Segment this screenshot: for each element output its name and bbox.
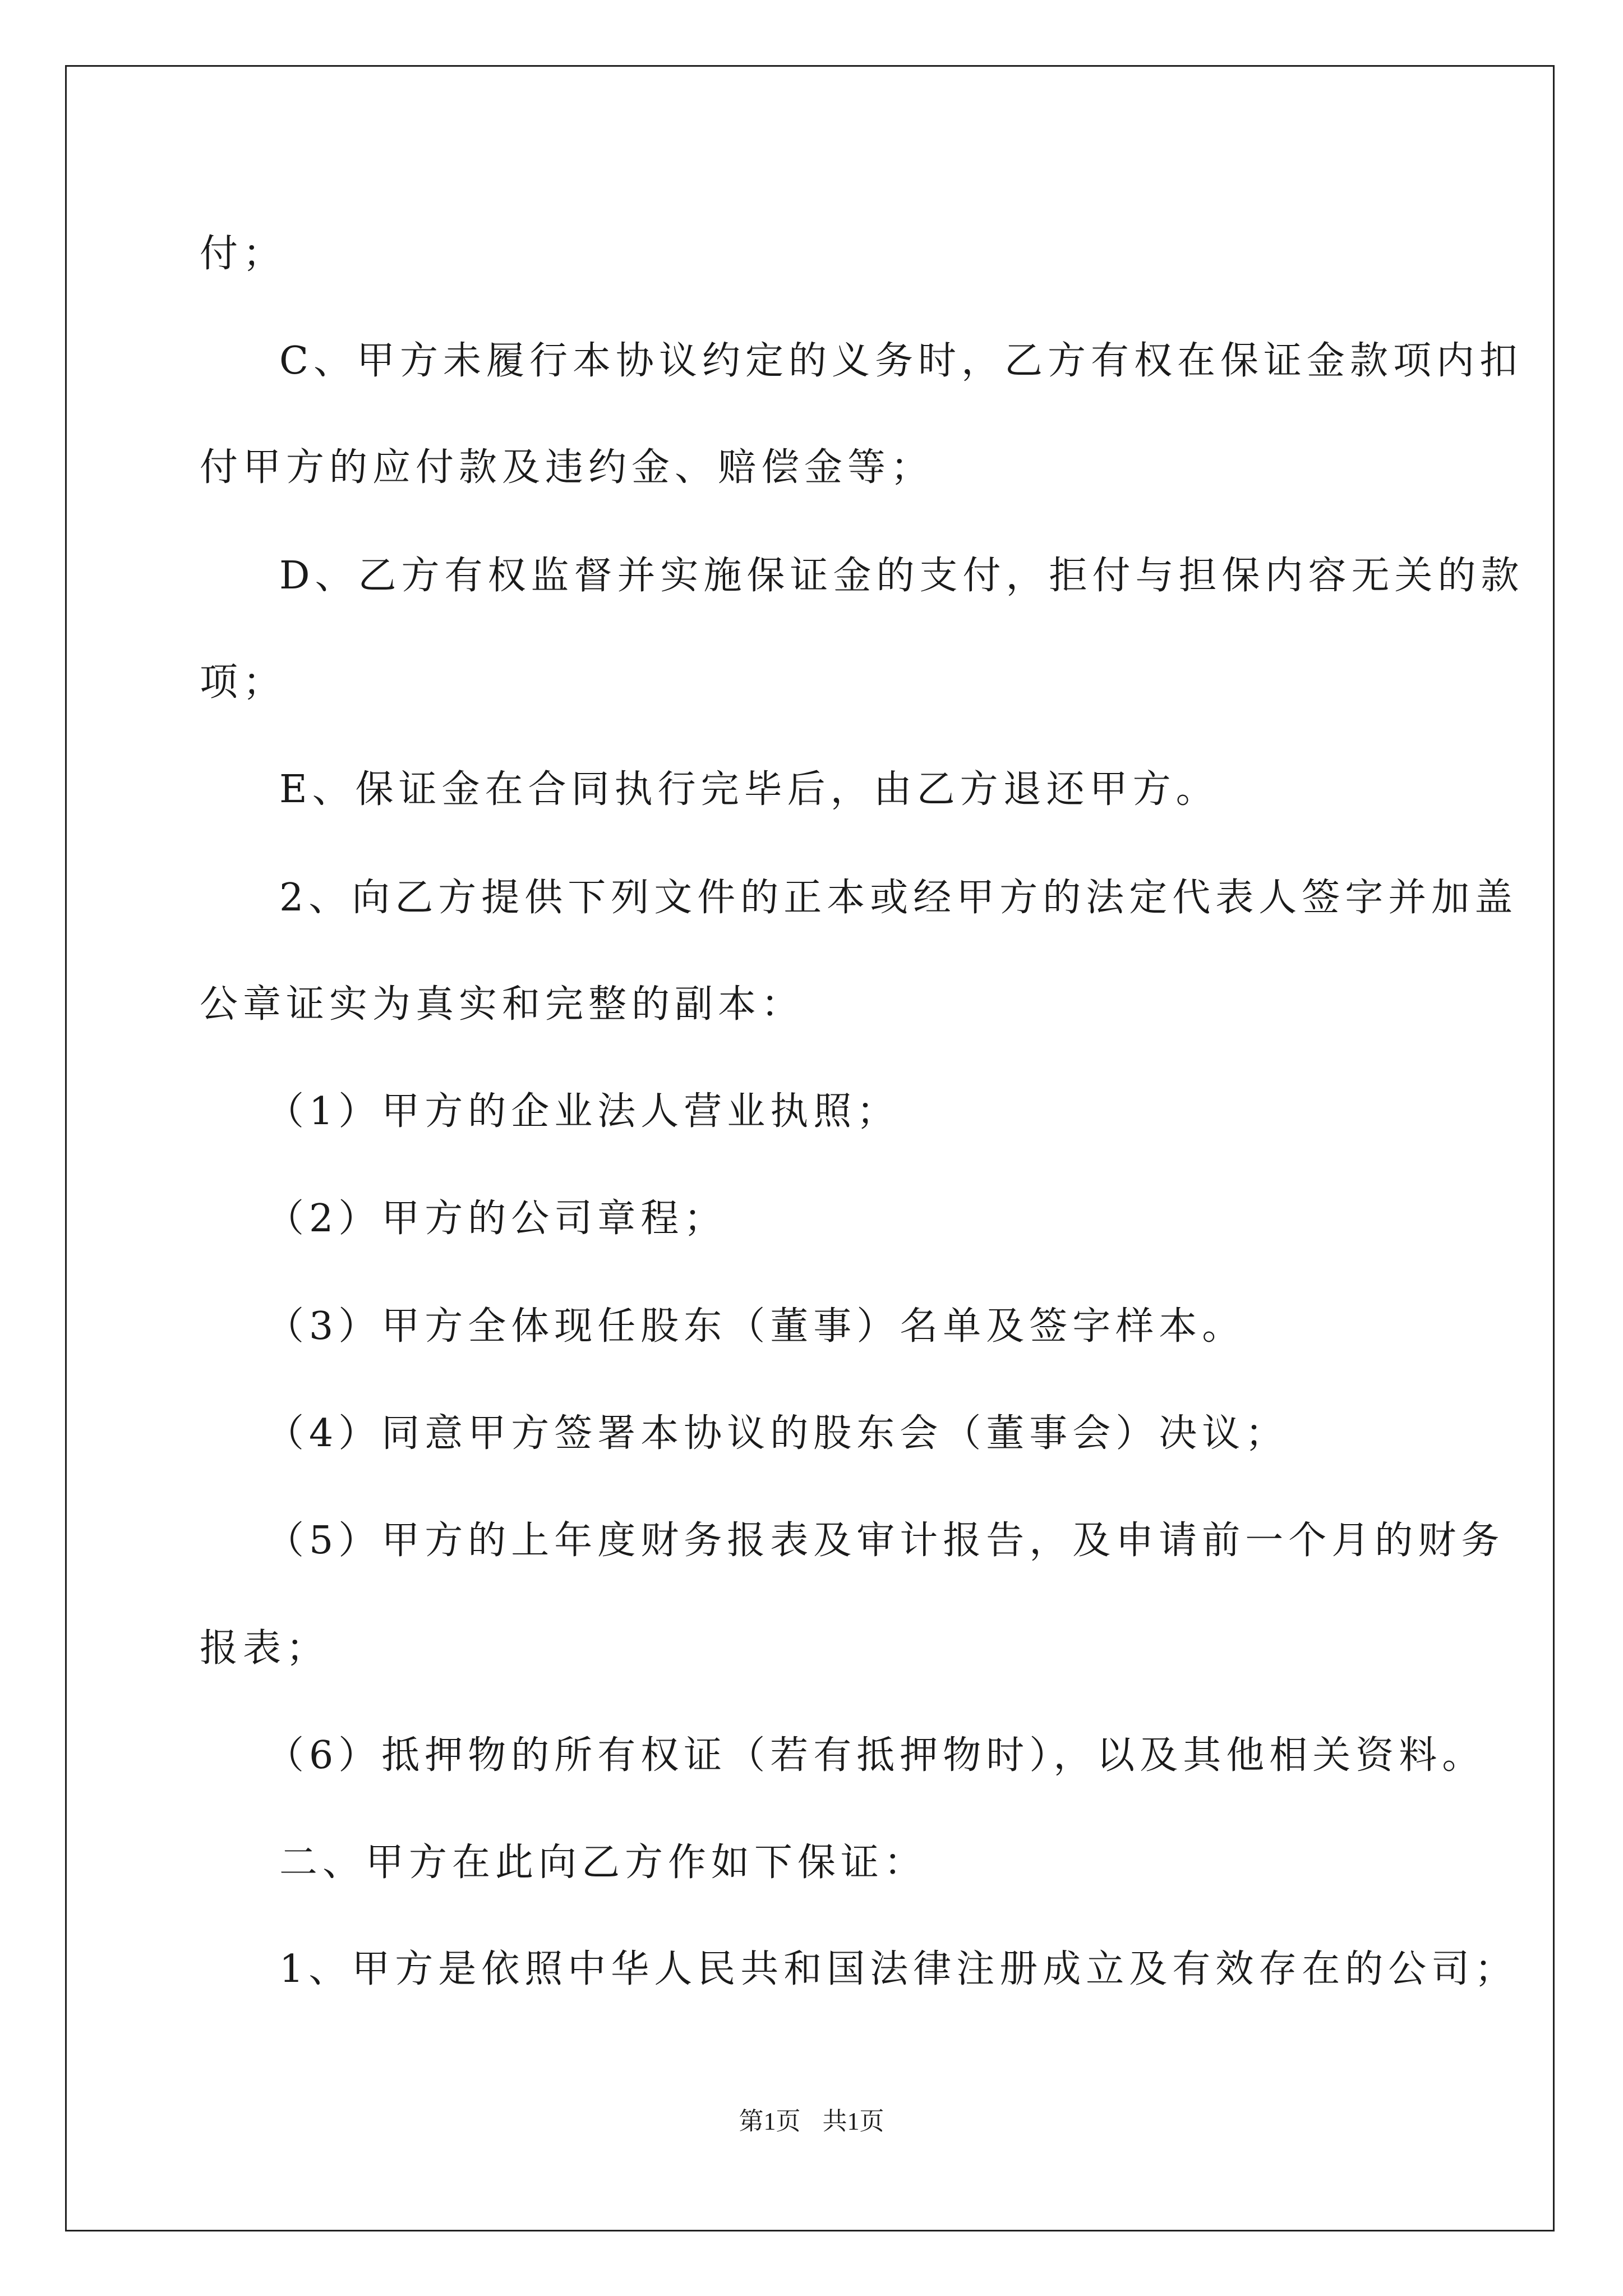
body-line: 付； [200,232,287,276]
page-number: 第1页 [739,2108,801,2135]
body-line: （5）甲方的上年度财务报表及审计报告，及申请前一个月的财务 [266,1519,1505,1563]
body-line: （1）甲方的企业法人营业执照； [266,1089,900,1134]
body-line: E、保证金在合同执行完毕后，由乙方退还甲方。 [279,767,1219,812]
page-footer [0,2105,1623,2138]
body-line: D、乙方有权监督并实施保证金的支付，拒付与担保内容无关的款 [279,554,1524,598]
body-line: （3）甲方全体现任股东（董事）名单及签字样本。 [266,1304,1246,1349]
body-line: 公章证实为真实和完整的副本： [200,982,805,1027]
body-line: 二、甲方在此向乙方作如下保证： [279,1841,928,1885]
page-border [65,65,1555,2231]
body-line: 2、向乙方提供下列文件的正本或经甲方的法定代表人签字并加盖 [279,876,1518,920]
body-line: （2）甲方的公司章程； [266,1197,727,1241]
body-line: （6）抵押物的所有权证（若有抵押物时），以及其他相关资料。 [266,1733,1486,1778]
body-line: 付甲方的应付款及违约金、赔偿金等； [200,445,934,490]
body-line: （4）同意甲方签署本协议的股东会（董事会）决议； [266,1411,1289,1456]
page-total: 共1页 [822,2108,884,2135]
body-line: 项； [200,660,287,705]
body-line: 报表； [200,1626,330,1671]
body-line: C、甲方未履行本协议约定的义务时，乙方有权在保证金款项内扣 [279,339,1523,383]
body-line: 1、甲方是依照中华人民共和国法律注册成立及有效存在的公司； [279,1947,1518,1991]
